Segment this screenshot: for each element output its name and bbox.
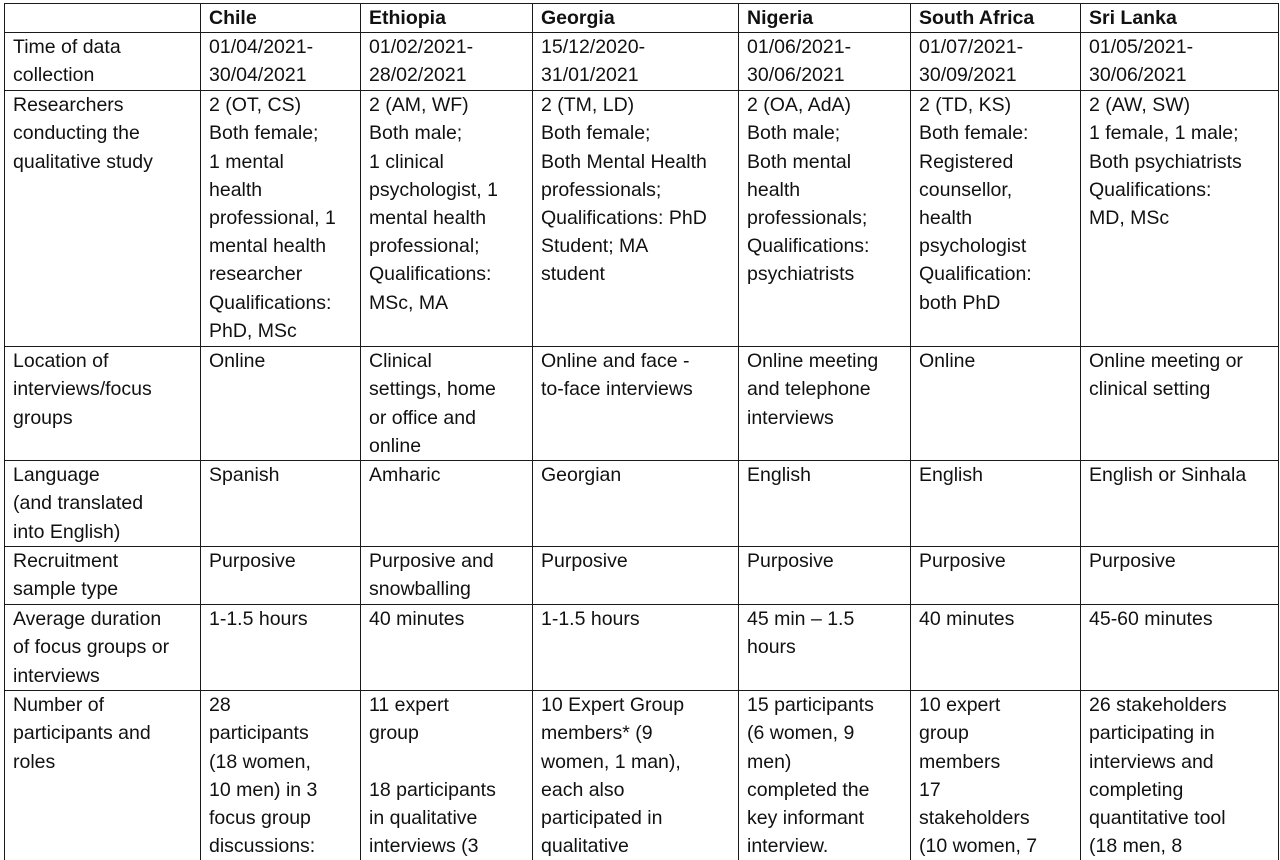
table-cell: Purposive bbox=[1081, 547, 1279, 605]
header-cell-empty bbox=[5, 4, 201, 33]
table-cell: 2 (OT, CS) Both female; 1 mental health professional, 1 mental health researcher Qualifications: PhD, MSc bbox=[201, 91, 361, 347]
table-cell: Online bbox=[911, 347, 1081, 461]
table-cell: Online meeting or clinical setting bbox=[1081, 347, 1279, 461]
table-cell: English or Sinhala bbox=[1081, 461, 1279, 547]
header-cell-georgia: Georgia bbox=[533, 4, 739, 33]
row-label: Language (and translated into English) bbox=[5, 461, 201, 547]
header-cell-chile: Chile bbox=[201, 4, 361, 33]
table-cell: Purposive bbox=[201, 547, 361, 605]
table-cell: 45 min – 1.5 hours bbox=[739, 605, 911, 691]
table-cell: 11 expert group 18 participants in qualitative interviews (3 bbox=[361, 691, 533, 860]
table-cell: 01/04/2021- 30/04/2021 bbox=[201, 33, 361, 91]
table-row bbox=[5, 461, 1279, 547]
table-cell: 01/07/2021- 30/09/2021 bbox=[911, 33, 1081, 91]
table-row bbox=[5, 691, 1279, 860]
header-cell-sri-lanka: Sri Lanka bbox=[1081, 4, 1279, 33]
table-cell: 2 (AM, WF) Both male; 1 clinical psychologist, 1 mental health professional; Qualifications: MSc, MA bbox=[361, 91, 533, 347]
header-cell-south-africa: South Africa bbox=[911, 4, 1081, 33]
table-cell: 2 (TM, LD) Both female; Both Mental Health professionals; Qualifications: PhD Student; MA student bbox=[533, 91, 739, 347]
table-cell: English bbox=[911, 461, 1081, 547]
table-cell: Purposive bbox=[739, 547, 911, 605]
table-row bbox=[5, 91, 1279, 347]
table-cell: 2 (AW, SW) 1 female, 1 male; Both psychiatrists Qualifications: MD, MSc bbox=[1081, 91, 1279, 347]
study-characteristics-table bbox=[4, 3, 1279, 860]
table-cell: 15 participants (6 women, 9 men) completed the key informant interview. bbox=[739, 691, 911, 860]
row-label: Number of participants and roles bbox=[5, 691, 201, 860]
table-cell: 1-1.5 hours bbox=[201, 605, 361, 691]
row-label: Time of data collection bbox=[5, 33, 201, 91]
table-row bbox=[5, 547, 1279, 605]
header-cell-ethiopia: Ethiopia bbox=[361, 4, 533, 33]
table-cell: 40 minutes bbox=[361, 605, 533, 691]
table-cell: 10 Expert Group members* (9 women, 1 man), each also participated in qualitative bbox=[533, 691, 739, 860]
table-cell: 1-1.5 hours bbox=[533, 605, 739, 691]
table-cell: 01/02/2021- 28/02/2021 bbox=[361, 33, 533, 91]
table-cell: 28 participants (18 women, 10 men) in 3 focus group discussions: bbox=[201, 691, 361, 860]
table-cell: 2 (OA, AdA) Both male; Both mental health professionals; Qualifications: psychiatrists bbox=[739, 91, 911, 347]
table-cell: 01/06/2021- 30/06/2021 bbox=[739, 33, 911, 91]
table-cell: 26 stakeholders participating in interviews and completing quantitative tool (18 men, 8 bbox=[1081, 691, 1279, 860]
table-cell: Clinical settings, home or office and online bbox=[361, 347, 533, 461]
table-cell: Online bbox=[201, 347, 361, 461]
table-cell: Georgian bbox=[533, 461, 739, 547]
table-row bbox=[5, 33, 1279, 91]
table-cell: 40 minutes bbox=[911, 605, 1081, 691]
table-cell: English bbox=[739, 461, 911, 547]
table-cell: 01/05/2021- 30/06/2021 bbox=[1081, 33, 1279, 91]
header-cell-nigeria: Nigeria bbox=[739, 4, 911, 33]
header-row bbox=[5, 4, 1279, 33]
table-row bbox=[5, 605, 1279, 691]
table-cell: 10 expert group members 17 stakeholders (10 women, 7 bbox=[911, 691, 1081, 860]
table-cell: 15/12/2020- 31/01/2021 bbox=[533, 33, 739, 91]
table-cell: Online and face - to-face interviews bbox=[533, 347, 739, 461]
row-label: Researchers conducting the qualitative study bbox=[5, 91, 201, 347]
table-cell: Spanish bbox=[201, 461, 361, 547]
row-label: Average duration of focus groups or interviews bbox=[5, 605, 201, 691]
table-cell: Purposive bbox=[911, 547, 1081, 605]
row-label: Recruitment sample type bbox=[5, 547, 201, 605]
table-cell: Purposive bbox=[533, 547, 739, 605]
table-cell: Purposive and snowballing bbox=[361, 547, 533, 605]
table-cell: 45-60 minutes bbox=[1081, 605, 1279, 691]
row-label: Location of interviews/focus groups bbox=[5, 347, 201, 461]
table-row bbox=[5, 347, 1279, 461]
table-cell: 2 (TD, KS) Both female: Registered counsellor, health psychologist Qualification: both PhD bbox=[911, 91, 1081, 347]
table-cell: Amharic bbox=[361, 461, 533, 547]
table-cell: Online meeting and telephone interviews bbox=[739, 347, 911, 461]
